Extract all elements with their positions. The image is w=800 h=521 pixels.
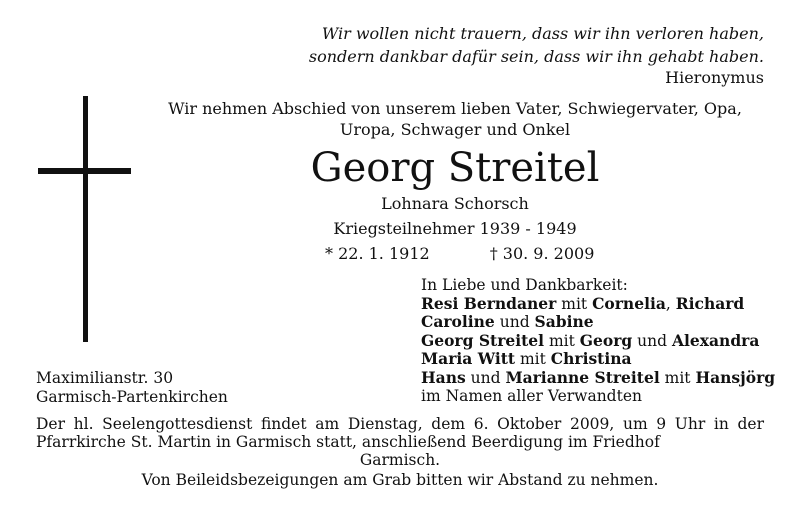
mourner-name: Christina <box>550 349 632 368</box>
notice-text: Der hl. Seelengottesdienst findet am Dienstag, dem 6. Oktober 2009, um 9 Uhr in der Pfarrkirche St. Martin in Garmisch statt, anschließend Beerdigung im Friedhof <box>36 415 764 451</box>
mourner-line <box>421 313 775 332</box>
quote-line: sondern dankbar dafür sein, dass wir ihn gehabt haben. <box>308 47 764 66</box>
closing-request: Von Beileidsbezeigungen am Grab bitten wir Abstand zu nehmen. <box>141 471 659 489</box>
address-street: Maximilianstr. 30 <box>36 369 174 387</box>
notice-last-line: Garmisch. <box>359 451 441 469</box>
intro-line: Uropa, Schwager und Onkel <box>339 120 571 139</box>
epigraph-quote <box>204 22 764 68</box>
mourners-list <box>421 276 775 406</box>
mourner-name: Maria Witt <box>421 349 516 368</box>
mourner-line <box>421 350 775 369</box>
mourner-connector: mit <box>544 331 580 350</box>
mourner-line <box>421 332 775 351</box>
mourner-name: Richard <box>675 293 745 313</box>
farewell-intro <box>150 98 760 140</box>
deceased-name: Georg Streitel <box>310 145 600 191</box>
mourner-line <box>421 369 775 388</box>
mourner-name: Georg <box>579 330 633 350</box>
mourner-name: Alexandra <box>671 330 760 350</box>
cross-icon-vertical-bar <box>83 96 88 342</box>
intro-line: Wir nehmen Abschied von unserem lieben Vater, Schwiegervater, Opa, <box>168 99 742 118</box>
mourners-heading: In Liebe und Dankbarkeit: <box>421 276 628 294</box>
funeral-notice <box>36 415 764 469</box>
mourner-connector: mit <box>515 350 551 368</box>
cross-icon-horizontal-bar <box>38 168 131 174</box>
quote-line: Wir wollen nicht trauern, dass wir ihn verloren haben, <box>321 24 764 43</box>
mourner-name: Sabine <box>534 312 594 331</box>
mourner-name: Hans <box>421 367 466 387</box>
mourner-name: Resi Berndaner <box>421 293 557 313</box>
mourner-line <box>421 295 775 314</box>
mourner-connector: und <box>465 368 506 387</box>
mourner-connector: und <box>494 313 535 331</box>
deceased-note: Kriegsteilnehmer 1939 - 1949 <box>333 219 577 238</box>
deceased-nickname: Lohnara Schorsch <box>381 194 529 213</box>
birth-date: * 22. 1. 1912 <box>325 244 430 263</box>
mourner-name: Cornelia <box>592 293 666 313</box>
mourner-name: Caroline <box>421 312 495 331</box>
mourner-name: Georg Streitel <box>421 330 545 350</box>
quote-author: Hieronymus <box>665 68 764 87</box>
mourner-name: Hansjörg <box>695 367 776 387</box>
mourner-connector: und <box>632 331 672 350</box>
mourner-connector: mit <box>659 368 696 387</box>
mourner-connector: , <box>665 294 676 313</box>
life-dates <box>325 244 594 264</box>
address-block <box>36 369 228 406</box>
mourners-footer: im Namen aller Verwandten <box>421 387 642 405</box>
death-date: † 30. 9. 2009 <box>489 244 595 263</box>
mourner-name: Marianne Streitel <box>505 367 660 387</box>
address-town: Garmisch-Partenkirchen <box>36 387 228 406</box>
mourner-connector: mit <box>556 294 593 313</box>
